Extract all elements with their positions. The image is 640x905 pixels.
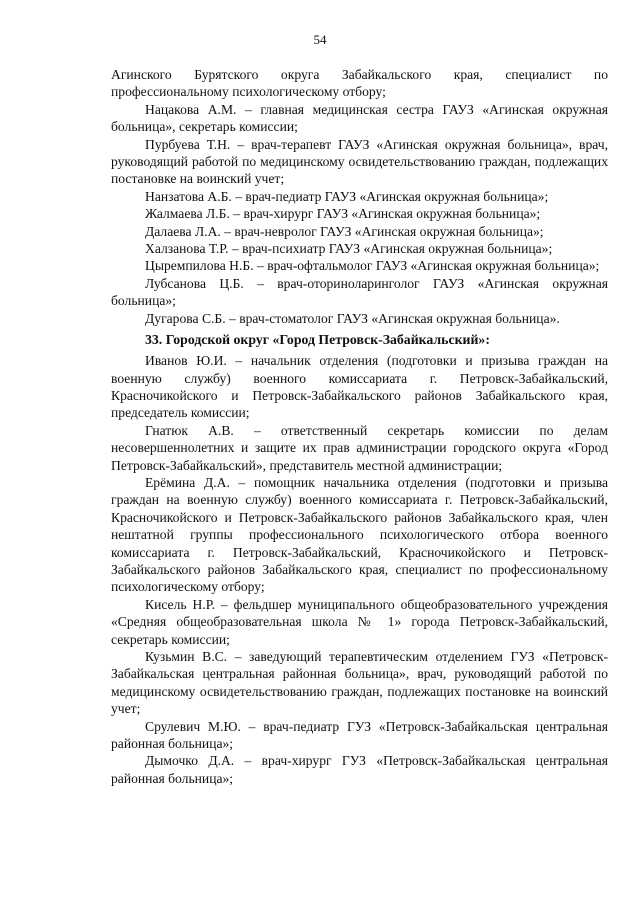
paragraph: Нанзатова А.Б. – врач-педиатр ГАУЗ «Агинская окружная больница»; <box>145 188 549 204</box>
paragraph: Иванов Ю.И. – начальник отделения (подготовки и призыва граждан на военную службу) военного комиссариата г. Петровск-Забайкальский, Красночикойского и Петровск-Забайкальского районов Забайкальского края, председатель комиссии; <box>111 353 608 421</box>
paragraph: Лубсанова Ц.Б. – врач-оториноларинголог ГАУЗ «Агинская окружная больница»; <box>111 275 608 309</box>
paragraph: Агинского Бурятского округа Забайкальского края, специалист по профессиональному психологическому отбору; <box>111 67 608 100</box>
paragraph: Дымочко Д.А. – врач-хирург ГУЗ «Петровск-Забайкальская центральная районная больница»; <box>111 753 608 786</box>
paragraph: Пурбуева Т.Н. – врач-терапевт ГАУЗ «Агинская окружная больница», врач, руководящий работой по медицинскому освидетельствованию граждан, подлежащих постановке на воинский учет; <box>111 136 608 187</box>
paragraph: Гнатюк А.В. – ответственный секретарь комиссии по делам несовершеннолетних и защите их прав администрации городского округа «Город Петровск-Забайкальский», представитель местной администрации; <box>111 422 608 473</box>
page-number: 54 <box>313 32 327 47</box>
paragraph: Нацакова А.М. – главная медицинская сестра ГАУЗ «Агинская окружная больница», секретарь комиссии; <box>111 101 608 135</box>
paragraph: Халзанова Т.Р. – врач-психиатр ГАУЗ «Агинская окружная больница»; <box>145 241 553 257</box>
document-body <box>111 66 608 787</box>
paragraph: Кузьмин В.С. – заведующий терапевтическим отделением ГУЗ «Петровск-Забайкальская центральная районная больница», врач, руководящий работой по медицинскому освидетельствованию граждан, подлежащих постановке на воинский учет; <box>111 649 608 717</box>
section-heading: 33. Городской округ «Город Петровск-Забайкальский»: <box>145 332 490 348</box>
paragraph: Дугарова С.Б. – врач-стоматолог ГАУЗ «Агинская окружная больница». <box>145 310 560 326</box>
paragraph: Цыремпилова Н.Б. – врач-офтальмолог ГАУЗ «Агинская окружная больница»; <box>145 258 600 274</box>
paragraph: Срулевич М.Ю. – врач-педиатр ГУЗ «Петровск-Забайкальская центральная районная больница»; <box>111 718 608 752</box>
paragraph: Жалмаева Л.Б. – врач-хирург ГАУЗ «Агинская окружная больница»; <box>145 206 541 222</box>
paragraph: Далаева Л.А. – врач-невролог ГАУЗ «Агинская окружная больница»; <box>145 223 544 239</box>
paragraph: Ерёмина Д.А. – помощник начальника отделения (подготовки и призыва граждан на военную службу) военного комиссариата г. Петровск-Забайкальский, Красночикойского и Петровск-Забайкальского районов Забайкальского края, член нештатной группы профессионального психологического отбора военного комиссариата г. Петровск-Забайкальский, Красночикойского и Петровск-Забайкальского районов Забайкальского края, специалист по профессиональному психологическому отбору; <box>111 474 608 595</box>
paragraph: Кисель Н.Р. – фельдшер муниципального общеобразовательного учреждения «Средняя общеобразовательная школа № 1» города Петровск-Забайкальский, секретарь комиссии; <box>111 596 608 647</box>
